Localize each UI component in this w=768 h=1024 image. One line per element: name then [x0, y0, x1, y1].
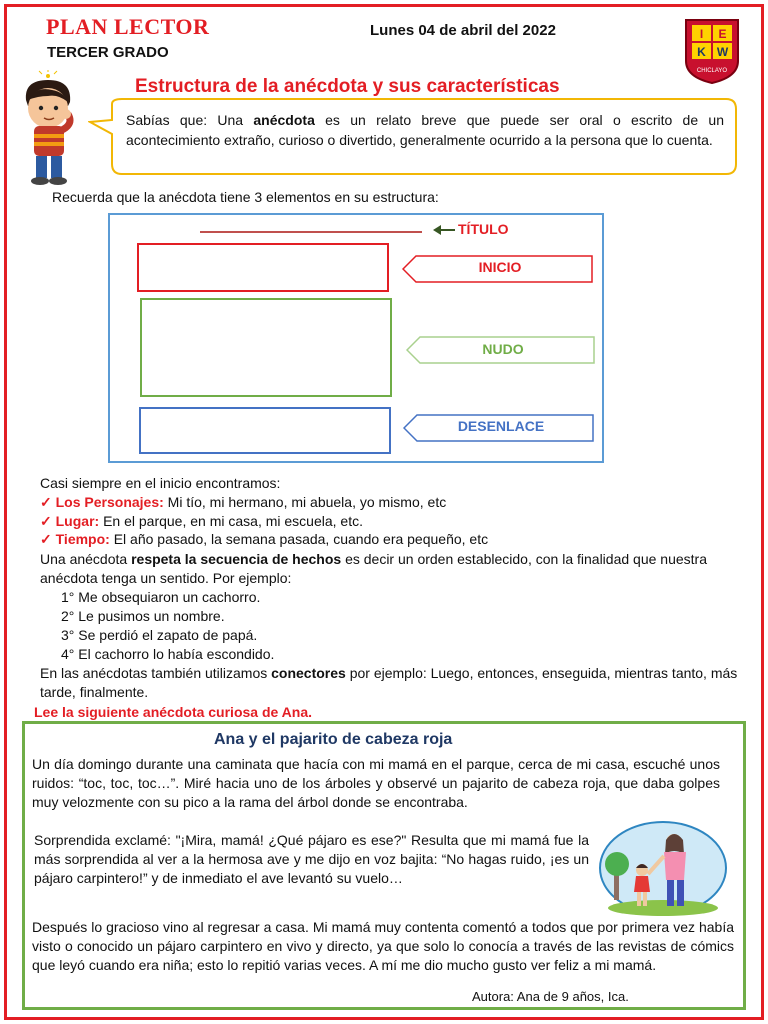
titulo-line — [200, 231, 422, 233]
inicio-label: INICIO — [478, 259, 522, 275]
sequence-step: 4° El cachorro lo había escondido. — [61, 646, 275, 662]
anecdota-definition: Sabías que: Una anécdota es un relato breve que puede ser oral o escrito de un acontecimiento extraño, curioso o divertido, generalmente ocurrido a la persona que lo cuenta. — [126, 112, 724, 148]
titulo-label: TÍTULO — [458, 221, 509, 237]
logo-letter-1: I — [699, 27, 704, 41]
element-tiempo: ✓ Tiempo: El año pasado, la semana pasada, cuando era pequeño, etc — [40, 531, 489, 547]
arrow-left-icon — [433, 222, 455, 238]
story-paragraph-3: Después lo gracioso vino al regresar a casa. Mi mamá muy contenta comentó a todos que por primera vez había visto o conocido un pájaro carpintero en vivo y directo, ya que solo lo conocía a través de las revistas de cómics que leyó cuando era niña; esto lo repitió varias veces. A mí me dio mucho gusto ver feliz a mi mamá. — [32, 919, 734, 973]
story-title: Ana y el pajarito de cabeza roja — [214, 731, 453, 748]
desenlace-label: DESENLACE — [457, 418, 545, 434]
story-paragraph-1: Un día domingo durante una caminata que hacía con mi mamá en el parque, cerca de mi casa, escuché unos ruidos: “toc, toc, toc…”. Miré hacia uno de los árboles y observé un pajarito de cabeza roja, que daba golpes muy velozmente con su pico a la rama del árbol donde se encontraba. — [32, 756, 720, 810]
structure-intro-text: Recuerda que la anécdota tiene 3 elementos en su estructura: — [52, 189, 439, 205]
element-lugar: ✓ Lugar: En el parque, en mi casa, mi escuela, etc. — [40, 513, 363, 529]
school-logo — [683, 17, 741, 85]
logo-caption: CHICLAYO — [696, 68, 728, 74]
plan-title: PLAN LECTOR — [46, 14, 210, 39]
nudo-box — [140, 298, 392, 397]
inicio-box — [137, 243, 389, 292]
sequence-step: 3° Se perdió el zapato de papá. — [61, 627, 258, 643]
read-prompt: Lee la siguiente anécdota curiosa de Ana. — [34, 704, 313, 720]
logo-letter-3: K — [697, 45, 706, 59]
connectors-paragraph: En las anécdotas también utilizamos conectores por ejemplo: Luego, entonces, enseguida, mientras tanto, más tarde, finalmente. — [40, 665, 738, 700]
boy-thinking-illustration — [8, 70, 90, 188]
desenlace-box — [139, 407, 391, 454]
logo-letter-4: W — [716, 45, 729, 59]
logo-letter-2: E — [718, 27, 727, 41]
date-label: Lunes 04 de abril del 2022 — [370, 22, 556, 39]
nudo-label: NUDO — [482, 341, 524, 357]
story-paragraph-2: Sorprendida exclamé: "¡Mira, mamá! ¿Qué pájaro es ese?" Resulta que mi mamá fue la más sorprendida al ver a la hermosa ave y me dijo en voz bajita: “No hagas ruido, ¡es un pájaro carpintero!” y de inmediato el ave levantó su vuelo… — [34, 832, 589, 886]
main-title: Estructura de la anécdota y sus características — [135, 76, 560, 97]
element-personajes: ✓ Los Personajes: Mi tío, mi hermano, mi abuela, yo mismo, etc — [40, 494, 447, 510]
sequence-step: 2° Le pusimos un nombre. — [61, 608, 225, 624]
grade-label: TERCER GRADO — [47, 44, 169, 61]
elements-intro: Casi siempre en el inicio encontramos: — [40, 475, 281, 491]
sequence-step: 1° Me obsequiaron un cachorro. — [61, 589, 261, 605]
story-author: Autora: Ana de 9 años, Ica. — [472, 989, 629, 1004]
sequence-paragraph: Una anécdota respeta la secuencia de hechos es decir un orden establecido, con la finalidad que nuestra anécdota tenga un sentido. Por ejemplo: — [40, 551, 707, 586]
mother-daughter-illustration — [598, 820, 728, 916]
